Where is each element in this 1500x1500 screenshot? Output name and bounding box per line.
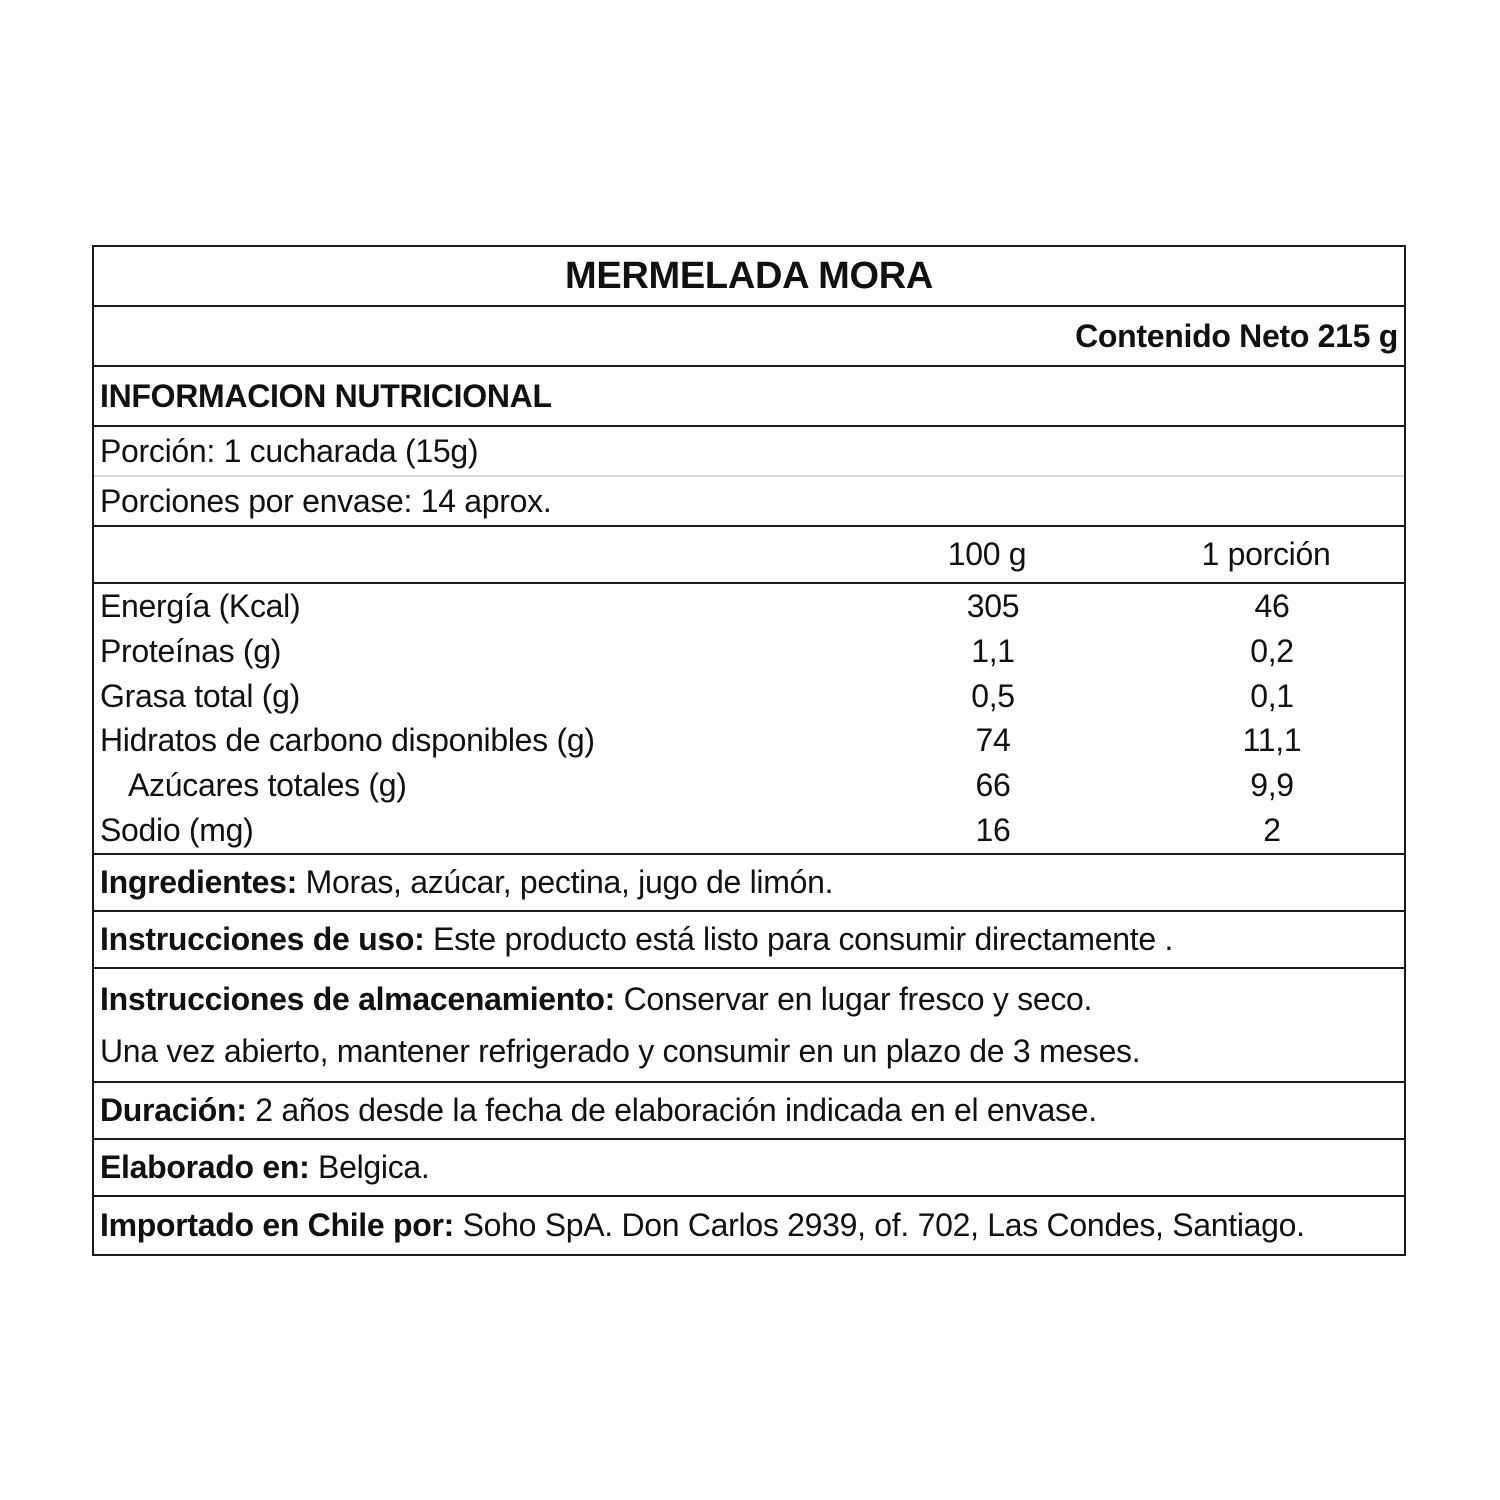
nutrient-row-fat: Grasa total (g) 0,5 0,1 xyxy=(100,677,1294,714)
importer-row xyxy=(94,1197,1404,1254)
origin-text: Belgica. xyxy=(309,1149,430,1185)
importer-label: Importado en Chile por: xyxy=(100,1207,454,1243)
net-content: Contenido Neto 215 g xyxy=(1075,317,1398,354)
product-title: MERMELADA MORA xyxy=(564,254,934,297)
nutrient-table xyxy=(94,584,1404,855)
nutrient-row-energy: Energía (Kcal) 305 46 xyxy=(100,587,1290,624)
origin-row xyxy=(94,1140,1404,1197)
importer-text: Soho SpA. Don Carlos 2939, of. 702, Las Condes, Santiago. xyxy=(454,1207,1305,1243)
nutrition-heading-row xyxy=(94,367,1404,427)
duration-text: 2 años desde la fecha de elaboración indicada en el envase. xyxy=(246,1092,1097,1128)
ingredients-row xyxy=(94,855,1404,912)
serving-size-row xyxy=(94,427,1404,477)
nutrition-heading: INFORMACION NUTRICIONAL xyxy=(100,377,552,414)
duration-label: Duración: xyxy=(100,1092,247,1128)
usage-row xyxy=(94,912,1404,969)
column-header-row: 100 g 1 porción xyxy=(94,527,1404,584)
origin-label: Elaborado en: xyxy=(100,1149,310,1185)
nutrient-name: Grasa total (g) xyxy=(100,677,301,714)
nutrient-row-carbs: Hidratos de carbono disponibles (g) 74 11,1 xyxy=(100,722,1302,759)
servings-per-container-row xyxy=(94,477,1404,527)
serving-size: Porción: 1 cucharada (15g) xyxy=(100,432,479,469)
storage-label: Instrucciones de almacenamiento: xyxy=(100,980,616,1017)
storage-text: Conservar en lugar fresco y seco. xyxy=(615,980,1093,1017)
storage-row xyxy=(94,969,1404,1083)
nutrient-name: Sodio (mg) xyxy=(100,812,254,849)
product-title-row xyxy=(94,247,1404,307)
nutrition-label xyxy=(92,245,1406,1256)
usage-text: Este producto está listo para consumir directamente . xyxy=(424,921,1174,957)
nutrient-name: Hidratos de carbono disponibles (g) xyxy=(100,722,595,759)
usage-label: Instrucciones de uso: xyxy=(100,921,425,957)
nutrient-name: Proteínas (g) xyxy=(100,632,282,669)
storage-line-1 xyxy=(100,973,1092,1025)
nutrient-row-protein: Proteínas (g) 1,1 0,2 xyxy=(100,632,1294,669)
storage-text-2: Una vez abierto, mantener refrigerado y consumir en un plazo de 3 meses. xyxy=(100,1032,1141,1069)
servings-per-container: Porciones por envase: 14 aprox. xyxy=(100,482,552,519)
nutrient-name: Energía (Kcal) xyxy=(100,587,301,624)
ingredients-text: Moras, azúcar, pectina, jugo de limón. xyxy=(297,864,834,900)
duration-row xyxy=(94,1083,1404,1140)
nutrient-name: Azúcares totales (g) xyxy=(128,767,407,804)
storage-line-2 xyxy=(100,1025,1140,1077)
nutrient-row-sugars: Azúcares totales (g) 66 9,9 xyxy=(100,763,1398,808)
nutrient-row-sodium: Sodio (mg) 16 2 xyxy=(100,812,1281,849)
ingredients-label: Ingredientes: xyxy=(100,864,298,900)
net-content-row xyxy=(94,307,1404,367)
